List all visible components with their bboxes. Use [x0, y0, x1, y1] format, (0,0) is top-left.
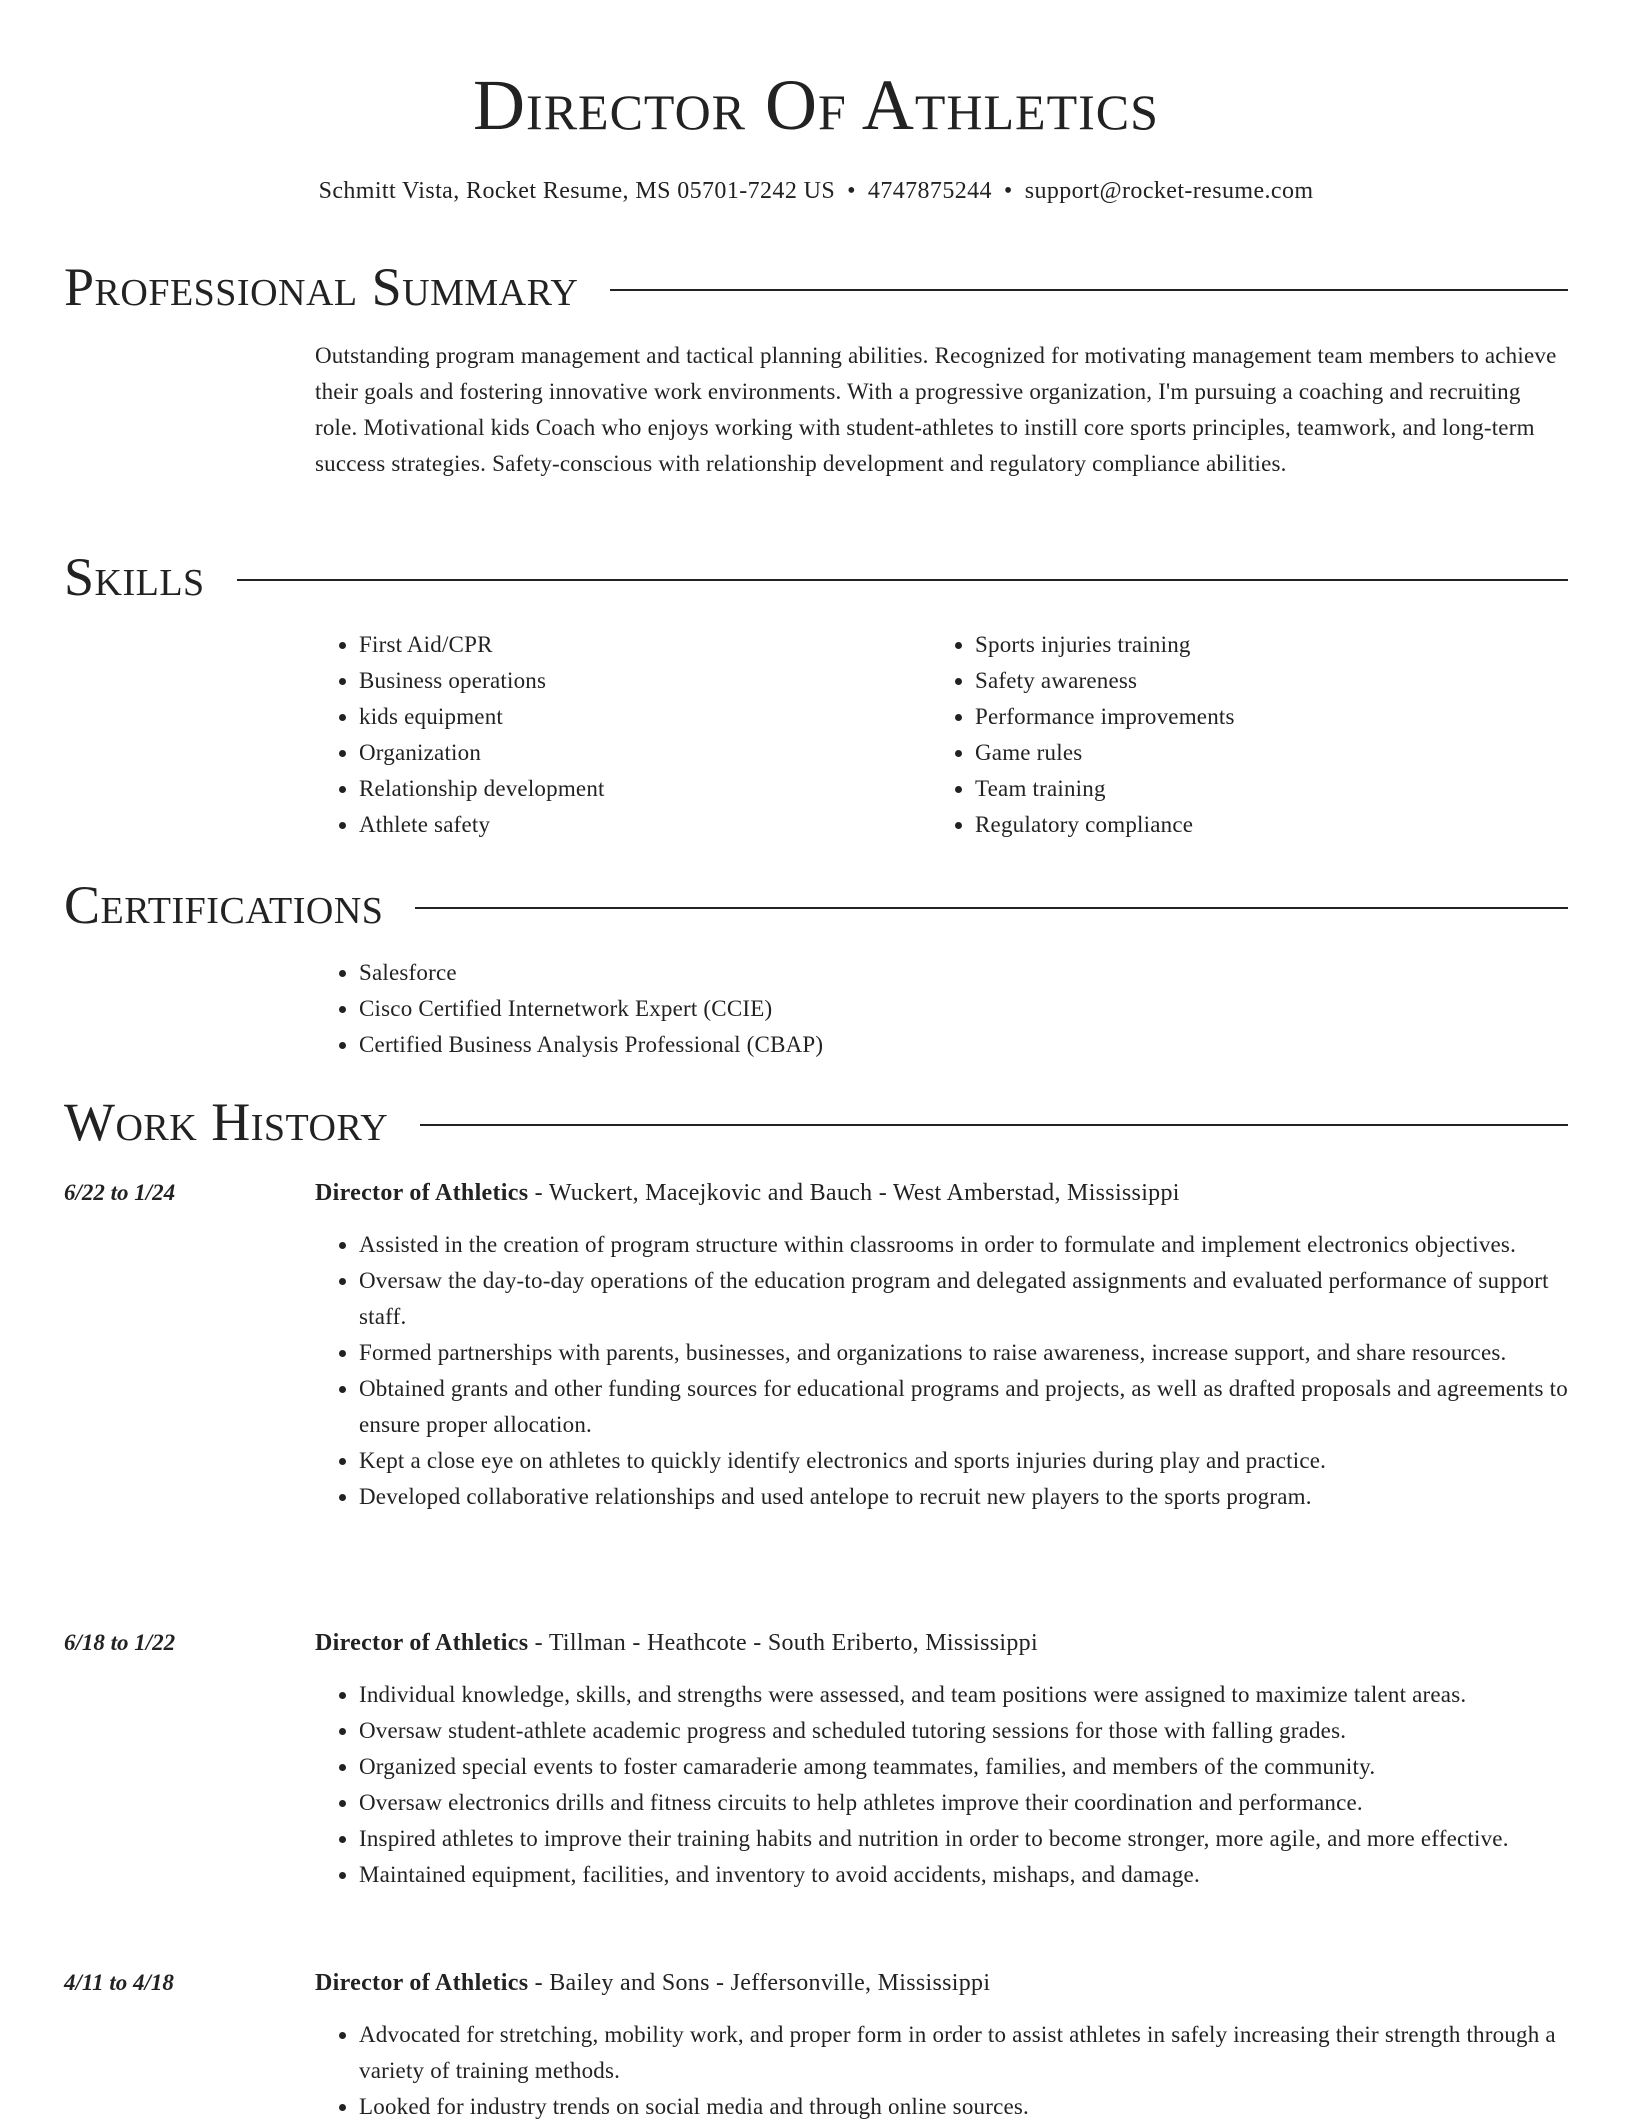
section-work-history — [64, 1091, 1568, 1153]
section-divider — [415, 907, 1568, 909]
contact-line — [0, 176, 1632, 206]
section-skills — [64, 546, 1568, 608]
job-bullet: • Developed collaborative relationships and used antelope to recruit new players to the sports program. — [359, 1479, 1568, 1515]
skill-item: • Team training — [975, 771, 1547, 807]
job-bullet: • Oversaw electronics drills and fitness circuits to help athletes improve their coordination and performance. — [359, 1785, 1568, 1821]
job-bullet: • Oversaw the day-to-day operations of the education program and delegated assignments and evaluated performance of support staff. — [359, 1263, 1568, 1335]
contact-separator: • — [847, 178, 856, 204]
skill-item: • kids equipment — [359, 699, 931, 735]
contact-phone: 4747875244 — [867, 178, 992, 204]
job-bullet: • Kept a close eye on athletes to quickly identify electronics and sports injuries during play and practice. — [359, 1443, 1568, 1479]
job-title-line — [315, 1965, 1568, 2001]
contact-separator: • — [1003, 178, 1013, 204]
skill-item: • Athlete safety — [359, 807, 931, 843]
job-entry — [64, 1175, 1568, 1515]
section-divider — [237, 579, 1568, 581]
skill-item: • Relationship development — [359, 771, 931, 807]
skill-item: • Safety awareness — [975, 663, 1547, 699]
skills-column-right — [931, 627, 1547, 843]
job-entry — [64, 1965, 1568, 2125]
section-professional-summary — [64, 256, 1568, 318]
job-entry — [64, 1625, 1568, 1893]
certifications-list — [315, 955, 1568, 1063]
job-bullets — [315, 1677, 1568, 1893]
certification-item: • Salesforce — [359, 955, 1568, 991]
job-title-line — [315, 1175, 1568, 1211]
section-heading: Skills — [64, 547, 205, 607]
job-dates: 6/22 to 1/24 — [64, 1180, 176, 1205]
job-bullet: • Advocated for stretching, mobility work, and proper form in order to assist athletes in safely increasing their strength through a variety of training methods. — [359, 2017, 1568, 2089]
job-bullets — [315, 1227, 1568, 1515]
job-role: Director of Athletics — [315, 1970, 529, 1996]
contact-email[interactable]: support@rocket-resume.com — [1024, 178, 1314, 204]
job-bullets — [315, 2017, 1568, 2125]
skill-item: • Organization — [359, 735, 931, 771]
job-employer-location: - Bailey and Sons - Jeffersonville, Mississippi — [528, 1970, 991, 1996]
skill-item: • First Aid/CPR — [359, 627, 931, 663]
job-employer-location: - Wuckert, Macejkovic and Bauch - West Amberstad, Mississippi — [528, 1180, 1180, 1206]
job-bullet: • Obtained grants and other funding sources for educational programs and projects, as well as drafted proposals and agreements to ensure proper allocation. — [359, 1371, 1568, 1443]
skills-column-left — [315, 627, 931, 843]
job-dates: 6/18 to 1/22 — [64, 1630, 176, 1655]
section-heading: Professional Summary — [64, 257, 579, 317]
job-bullet: • Maintained equipment, facilities, and inventory to avoid accidents, mishaps, and damage. — [359, 1857, 1568, 1893]
skill-item: • Sports injuries training — [975, 627, 1547, 663]
job-role: Director of Athletics — [315, 1630, 529, 1656]
job-bullet: • Oversaw student-athlete academic progress and scheduled tutoring sessions for those with falling grades. — [359, 1713, 1568, 1749]
section-heading: Certifications — [64, 875, 384, 935]
job-title-line — [315, 1625, 1568, 1661]
job-role: Director of Athletics — [315, 1180, 529, 1206]
job-bullet: • Assisted in the creation of program structure within classrooms in order to formulate and implement electronics objectives. — [359, 1227, 1568, 1263]
contact-address: Schmitt Vista, Rocket Resume, MS 05701-7242 US — [318, 178, 836, 204]
section-certifications — [64, 874, 1568, 936]
certification-item: • Certified Business Analysis Professional (CBAP) — [359, 1027, 1568, 1063]
job-bullet: • Individual knowledge, skills, and strengths were assessed, and team positions were assigned to maximize talent areas. — [359, 1677, 1568, 1713]
job-bullet: • Formed partnerships with parents, businesses, and organizations to raise awareness, increase support, and share resources. — [359, 1335, 1568, 1371]
skill-item: • Regulatory compliance — [975, 807, 1547, 843]
skills-list — [315, 627, 1568, 843]
skill-item: • Performance improvements — [975, 699, 1547, 735]
summary-text: Outstanding program management and tactical planning abilities. Recognized for motivating management team members to achieve their goals and fostering innovative work environments. With a progressive organization, I'm pursuing a coaching and recruiting role. Motivational kids Coach who enjoys working with student-athletes to instill core sports principles, teamwork, and long-term success strategies. Safety-conscious with relationship development and regulatory compliance abilities. — [315, 343, 1557, 476]
section-divider — [420, 1124, 1568, 1126]
section-heading: Work History — [64, 1092, 389, 1152]
certification-item: • Cisco Certified Internetwork Expert (CCIE) — [359, 991, 1568, 1027]
resume-title: Director Of Athletics — [473, 65, 1159, 145]
job-bullet: • Inspired athletes to improve their training habits and nutrition in order to become stronger, more agile, and more effective. — [359, 1821, 1568, 1857]
job-employer-location: - Tillman - Heathcote - South Eriberto, Mississippi — [528, 1630, 1038, 1656]
skill-item: • Game rules — [975, 735, 1547, 771]
job-bullet: • Looked for industry trends on social media and through online sources. — [359, 2089, 1568, 2125]
section-divider — [610, 289, 1568, 291]
skill-item: • Business operations — [359, 663, 931, 699]
job-bullet: • Organized special events to foster camaraderie among teammates, families, and members of the community. — [359, 1749, 1568, 1785]
job-dates: 4/11 to 4/18 — [64, 1970, 174, 1995]
